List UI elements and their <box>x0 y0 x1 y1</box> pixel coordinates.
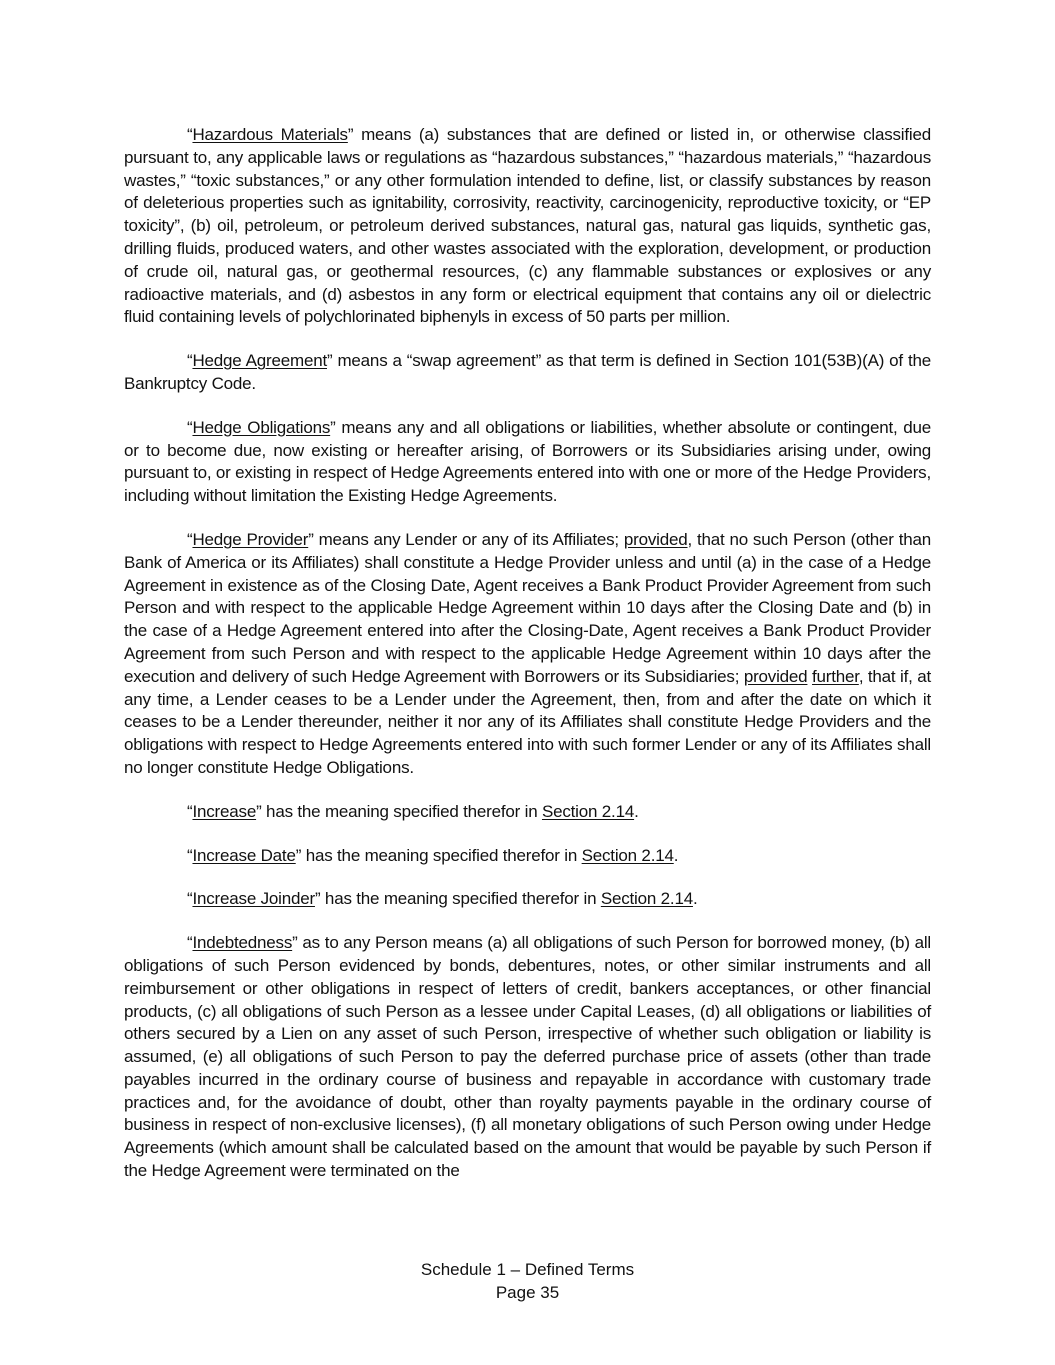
definition-text: ” means any and all obligations or liabilities, whether absolute or contingent, due or to become due, now existing or hereafter arising, of Borrowers or its Subsidiaries arising under, owing pursuant to, or existing in respect of Hedge Agreements entered into with one or more of the Hedge Providers, including without limitation the Existing Hedge Agreements. <box>124 417 931 506</box>
defined-term: Indebtedness <box>192 933 293 953</box>
period: . <box>673 845 679 865</box>
definition-text: ” means any Lender or any of its Affiliates; <box>308 529 624 549</box>
open-quote: “ <box>187 529 193 549</box>
definition-hazardous-materials <box>124 124 931 329</box>
definition-text: ” has the meaning specified therefor in <box>256 801 542 821</box>
definition-hedge-obligations <box>124 417 931 508</box>
provided-term: provided <box>743 666 808 686</box>
open-quote: “ <box>187 889 193 909</box>
open-quote: “ <box>187 845 193 865</box>
defined-term: Hedge Agreement <box>192 351 327 371</box>
definition-text: , that no such Person (other than Bank of America or its Affiliates) shall constitute a Hedge Provider unless and until (a) in the case of a Hedge Agreement in existence as of the Closing Date, Agent receives a Bank Product Provider Agreement from such Person and with respect to the applicable Hedge Agreement within 10 days after the Closing Date and (b) in the case of a Hedge Agreement entered into after the Closing-Date, Agent receives a Bank Product Provider Agreement from such Person and with respect to the applicable Hedge Agreement within 10 days after the execution and delivery of such Hedge Agreement with Borrowers or its Subsidiaries; <box>124 529 931 686</box>
period: . <box>692 889 698 909</box>
open-quote: “ <box>187 933 193 953</box>
definition-text: ” has the meaning specified therefor in <box>314 889 601 909</box>
definition-text: ” means a “swap agreement” as that term is defined in Section 101(53B)(A) of the Bankruptcy Code. <box>124 351 931 393</box>
defined-term: Increase <box>192 801 257 821</box>
definition-text: ” means (a) substances that are defined or listed in, or otherwise classified pursuant to, any applicable laws or regulations as “hazardous substances,” “hazardous materials,” “hazardous wastes,” “toxic substances,” or any other formulation intended to define, list, or classify substances by reason of deleterious properties such as ignitability, corrosivity, reactivity, carcinogenicity, reproductive toxicity, or “EP toxicity”, (b) oil, petroleum, or petroleum derived substances, natural gas, natural gas liquids, synthetic gas, drilling fluids, produced waters, and other wastes associated with the exploration, development, or production of crude oil, natural gas, or geothermal resources, (c) any flammable substances or explosives or any radioactive materials, and (d) asbestos in any form or electrical equipment that contains any oil or dielectric fluid containing levels of polychlorinated biphenyls in excess of 50 parts per million. <box>124 125 931 327</box>
definition-increase-joinder <box>124 888 931 911</box>
provided-term: provided <box>623 529 688 549</box>
open-quote: “ <box>187 351 193 371</box>
definition-increase <box>124 801 931 824</box>
definition-text: , that if, at any time, a Lender ceases to be a Lender under the Agreement, then, from and after the date on which it ceases to be a Lender thereunder, neither it nor any of its Affiliates shall constitute Hedge Providers and the obligations with respect to Hedge Agreements entered into with such former Lender or any of its Affiliates shall no longer constitute Hedge Obligations. <box>124 666 931 777</box>
definition-indebtedness <box>124 932 931 1183</box>
defined-term: Hazardous Materials <box>192 125 348 144</box>
page-footer <box>0 1258 1055 1304</box>
open-quote: “ <box>187 801 193 821</box>
open-quote: “ <box>187 417 193 437</box>
page-number: Page 35 <box>495 1283 560 1302</box>
definition-increase-date <box>124 845 931 868</box>
definition-text: ” has the meaning specified therefor in <box>295 845 582 865</box>
defined-term: Hedge Obligations <box>192 417 331 437</box>
defined-term: Increase Date <box>192 845 296 865</box>
defined-term: Hedge Provider <box>192 529 309 549</box>
section-reference: Section 2.14 <box>600 889 693 909</box>
further-term: further <box>812 666 859 686</box>
footer-title: Schedule 1 – Defined Terms <box>420 1260 635 1279</box>
definition-hedge-provider <box>124 529 931 780</box>
period: . <box>634 801 639 821</box>
definition-hedge-agreement <box>124 350 931 396</box>
defined-term: Increase Joinder <box>192 889 315 909</box>
section-reference: Section 2.14 <box>581 845 674 865</box>
definitions-body <box>124 124 931 1204</box>
section-reference: Section 2.14 <box>541 801 635 821</box>
open-quote: “ <box>187 125 193 144</box>
definition-text: ” as to any Person means (a) all obligations of such Person for borrowed money, (b) all obligations of such Person evidenced by bonds, debentures, notes, or other similar instruments and all reimbursement or other obligations in respect of letters of credit, bankers acceptances, or other financial products, (c) all obligations of such Person as a lessee under Capital Leases, (d) all obligations or liabilities of others secured by a Lien on any asset of such Person, irrespective of whether such obligation or liability is assumed, (e) all obligations of such Person to pay the deferred purchase price of assets (other than trade payables incurred in the ordinary course of business and repayable in accordance with customary trade practices and, for the avoidance of doubt, other than royalty payments payable in the ordinary course of business in respect of non-exclusive licenses), (f) all monetary obligations of such Person owing under Hedge Agreements (which amount shall be calculated based on the amount that would be payable by such Person if the Hedge Agreement were terminated on the <box>124 933 931 1181</box>
